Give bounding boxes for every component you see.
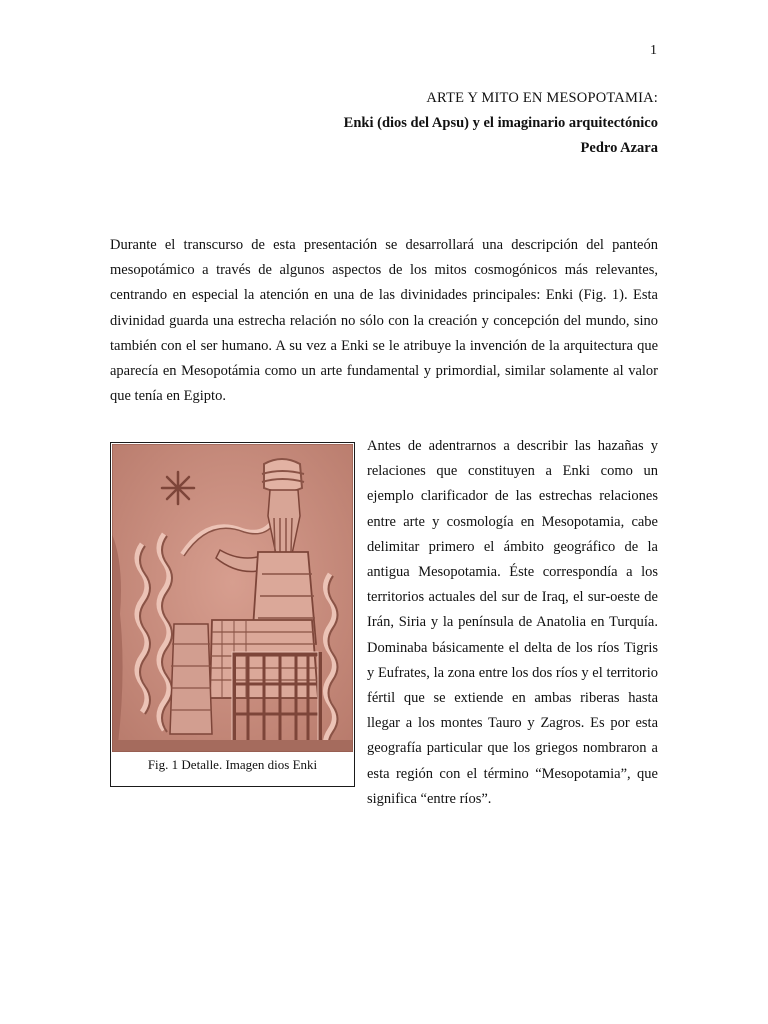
paragraph-geography-text: Antes de adentrarnos a describir las hazañas y relaciones que constituyen a Enki como un ejemplo clarificador de las estrechas relaciones entre arte y cosmología en Mesopotamia, cabe delimitar primero el ámbito geográfico de la antigua Mesopotamia. Éste correspondía a los territorios actuales del sur de Iraq, el sur-oeste de Irán, Siria y la península de Anatolia en Turquía. Dominaba básicamente el delta de los ríos Tigris y Eufrates, la zona entre los dos ríos y el territorio fértil que se extiende en ambas riberas hasta llegar a los montes Tauro y Zagros. Es por esta geografía particular que los griegos nombraron a esta región con el término “Mesopotamia”, que significa “entre ríos”. (367, 438, 658, 807)
paragraph-intro: Durante el transcurso de esta presentación se desarrollará una descripción del panteón mesopotámico a través de algunos aspectos de los mitos cosmogónicos más relevantes, centrando en especial la atención en una de las divinidades principales: Enki (Fig. 1). Esta divinidad guarda una estrecha relación no sólo con la creación y concepción del mundo, sino también con el ser humano. A su vez a Enki se le atribuye la invención de la arquitectura que aparecía en Mesopotámia como un arte fundamental y primordial, similar solamente al valor que tenía en Egipto. (110, 237, 658, 405)
document-author: Pedro Azara (580, 140, 658, 156)
document-header (344, 86, 658, 161)
enki-relief-image (112, 444, 353, 752)
enki-relief-illustration (112, 444, 353, 752)
figure-container (110, 442, 355, 813)
paragraph-geography (110, 434, 658, 813)
document-subtitle: Enki (dios del Apsu) y el imaginario arquitectónico (343, 115, 658, 131)
figure-caption: Fig. 1 Detalle. Imagen dios Enki (147, 757, 318, 772)
page-number: 1 (650, 43, 657, 58)
figure-frame (110, 442, 355, 787)
document-title: ARTE Y MITO EN MESOPOTAMIA: (426, 90, 658, 106)
